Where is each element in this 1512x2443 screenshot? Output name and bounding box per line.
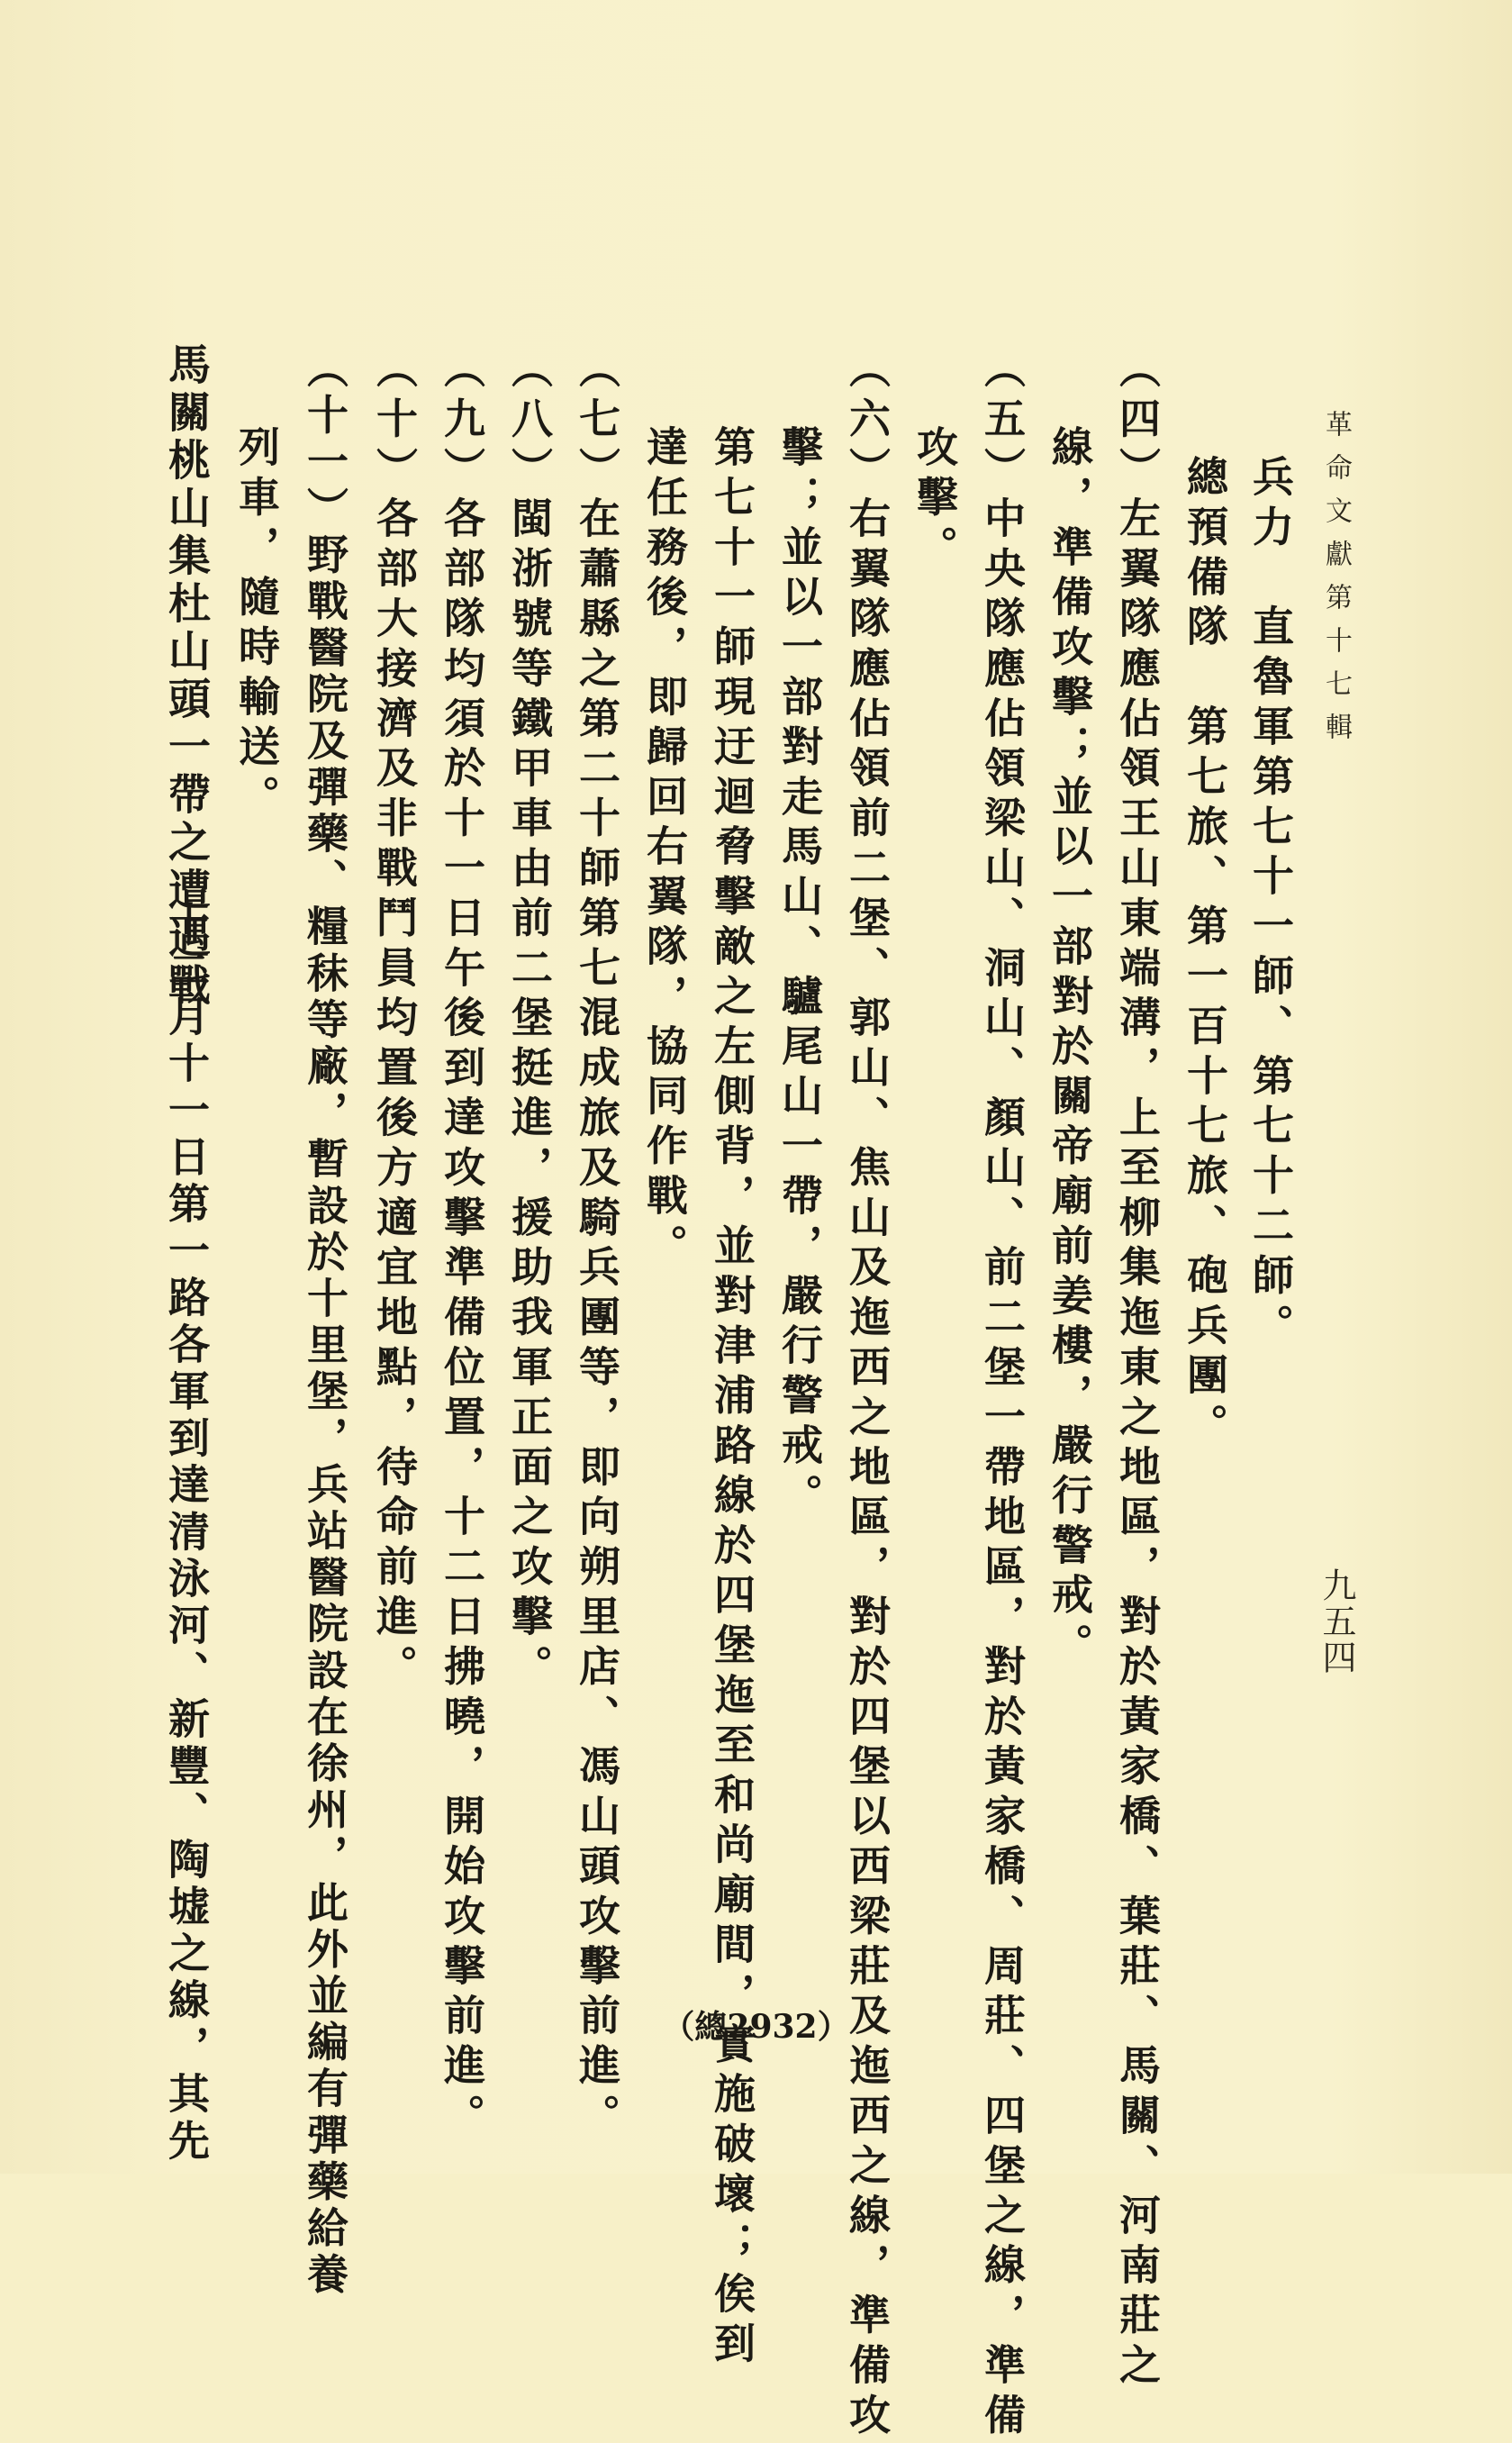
text-line-4: 線，準備攻擊；並以一部對於關帝廟前姜樓，嚴行警戒。 (1046, 425, 1094, 1673)
text-line-13: （九）各部隊均須於十一日午後到達攻擊準備位置，十二日拂曉，開始攻擊前進。 (438, 347, 486, 2144)
total-page-number: （總2932） (662, 2008, 850, 2046)
section-text: 十二月十一日第一路各軍到達清泳河、新豐、陶墟之線，其先 (162, 901, 211, 2166)
text-line-8: 擊；並以一部對走馬山、驢尾山一帶，嚴行警戒。 (775, 425, 824, 1523)
text-line-10: 達任務後，即歸回右翼隊，協同作戰。 (640, 425, 689, 1274)
text-line-5: （五）中央隊應佔領梁山、洞山、顏山、前二堡一帶地區，對於黃家橋、周莊、四堡之線，準備 (978, 347, 1027, 2443)
text-line-3: （四）左翼隊應佔領王山東端溝，上至柳集迤東之地區，對於黃家橋、葉莊、馬關、河南莊之 (1113, 347, 1162, 2393)
text-line-15: （十一）野戰醫院及彈藥、糧秣等廠，暫設於十里堡，兵站醫院設在徐州，此外並編有彈藥給養 (301, 347, 349, 2300)
text-line-7: （六）右翼隊應佔領前二堡、郭山、焦山及迤西之地區，對於四堡以西梁莊及迤西之線，準備攻 (843, 347, 892, 2443)
text-line-12: （八）閩浙號等鐵甲車由前二堡挺進，援助我軍正面之攻擊。 (505, 347, 554, 1694)
text-line-2: 總預備隊 第七旅、第一百十七旅、砲兵團。 (1181, 455, 1229, 1453)
page-number: 九五四 (1317, 1567, 1356, 1676)
running-header: 革命文獻第十七輯 (1320, 410, 1352, 756)
text-line-16: 列車，隨時輸送。 (232, 425, 281, 825)
text-line-11: （七）在蕭縣之第二十師第七混成旅及騎兵團等，即向朔里店、馮山頭攻擊前進。 (573, 347, 621, 2144)
section-title: 馬關桃山集杜山頭一帶之遭遇戰 (161, 342, 211, 1011)
text-line-14: （十）各部大接濟及非戰鬥員均置後方適宜地點，待命前進。 (370, 347, 419, 1694)
text-line-9: 第七十一師現迂迴脅擊敵之左側背，並對津浦路線於四堡迤至和尚廟間，實施破壞；俟到 (708, 425, 756, 2372)
text-line-1: 兵力 直魯軍第七十一師、第七十二師。 (1246, 455, 1295, 1354)
text-line-6: 攻擊。 (910, 425, 959, 576)
